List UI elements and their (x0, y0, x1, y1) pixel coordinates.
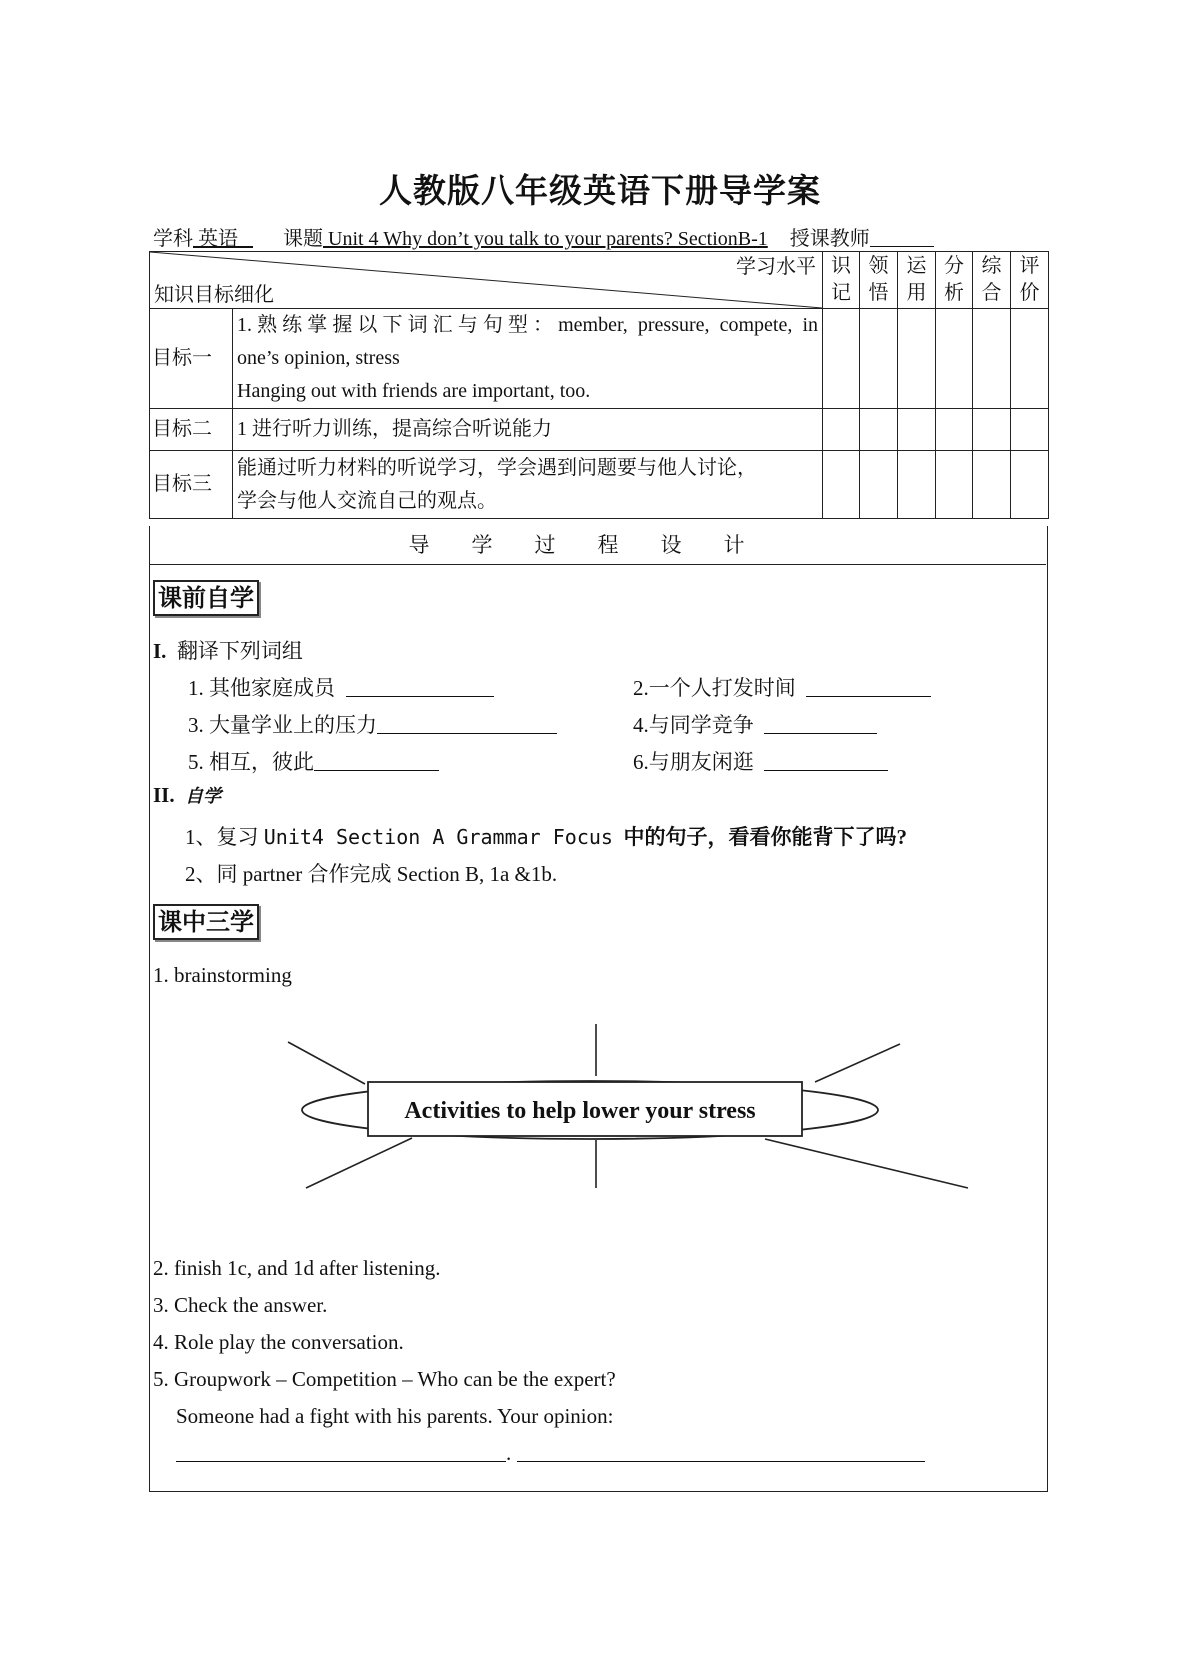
answer-blank[interactable] (377, 713, 557, 734)
brainstorm-mindmap (280, 1020, 980, 1195)
goals-header-diagonal (150, 252, 823, 309)
self-study-item-1: 1、复习 Unit4 Section A Grammar Focus 中的句子，看看你能背下了吗? (185, 825, 907, 849)
self-study-item-2: 2、同 partner 合作完成 Section B, 1a &1b. (185, 862, 558, 886)
goal-cell (898, 451, 936, 519)
step-4: 4. Role play the conversation. (153, 1330, 404, 1354)
phrase-item-3: 3. 大量学业上的压力 (188, 709, 557, 739)
answer-blank[interactable] (314, 750, 439, 771)
header-goal-label: 知识目标细化 (154, 284, 274, 306)
part2-title: II. 自学 (153, 783, 222, 807)
goals-table (149, 251, 1049, 519)
goal-row-label: 目标二 (150, 409, 233, 451)
phrase-item-4: 4.与同学竞争 (633, 709, 877, 739)
goal-cell (823, 451, 860, 519)
goal-row-label: 目标一 (150, 309, 233, 409)
goal-row-text: 能通过听力材料的听说学习，学会遇到问题要与他人讨论， 学会与他人交流自己的观点。 (233, 451, 823, 519)
answer-blank[interactable] (764, 713, 877, 734)
pre-class-heading: 课前自学 (153, 580, 259, 616)
goal-row-text: 1 进行听力训练，提高综合听说能力 (233, 409, 823, 451)
level-header-4: 综 合 (973, 252, 1011, 309)
spoke-line (815, 1044, 900, 1082)
mindmap-center-label: Activities to help lower your stress (404, 1098, 756, 1124)
level-header-0: 识 记 (823, 252, 860, 309)
goal-cell (936, 451, 973, 519)
spoke-line (306, 1138, 412, 1188)
answer-blank[interactable] (517, 1441, 925, 1462)
spoke-line (288, 1042, 365, 1084)
step-1: 1. brainstorming (153, 963, 292, 987)
goal-cell (973, 309, 1011, 409)
goal-cell (860, 409, 898, 451)
subject-label: 学科 (153, 228, 193, 250)
answer-blank[interactable] (806, 676, 931, 697)
teacher-blank (870, 228, 934, 247)
topic-label: 课题 (283, 228, 323, 250)
answer-blank[interactable] (176, 1441, 506, 1462)
goal-cell (898, 409, 936, 451)
level-header-3: 分 析 (936, 252, 973, 309)
goal-cell (1011, 309, 1049, 409)
opinion-answer-lines: . (176, 1441, 925, 1466)
phrase-item-6: 6.与朋友闲逛 (633, 746, 888, 776)
goal-cell (936, 309, 973, 409)
phrase-item-1: 1. 其他家庭成员 (188, 672, 494, 702)
topic-value: Unit 4 Why don’t you talk to your parents? SectionB-1 (328, 228, 768, 250)
level-header-1: 领 悟 (860, 252, 898, 309)
goal-cell (898, 309, 936, 409)
answer-blank[interactable] (764, 750, 888, 771)
goal-cell (823, 409, 860, 451)
process-header: 导学过程设计 (149, 526, 1046, 565)
step-3: 3. Check the answer. (153, 1293, 328, 1317)
level-header-5: 评 价 (1011, 252, 1049, 309)
answer-blank[interactable] (346, 676, 494, 697)
part1-title: I. 翻译下列词组 (153, 639, 303, 663)
goal-cell (1011, 451, 1049, 519)
opinion-prompt: Someone had a fight with his parents. Your opinion: (176, 1404, 614, 1428)
goal-cell (823, 309, 860, 409)
goal-cell (1011, 409, 1049, 451)
teacher-label: 授课教师 (789, 228, 870, 250)
level-header-2: 运 用 (898, 252, 936, 309)
goal-row-label: 目标三 (150, 451, 233, 519)
goal-cell (973, 409, 1011, 451)
subject-value: 英语 (198, 228, 238, 250)
step-2: 2. finish 1c, and 1d after listening. (153, 1256, 441, 1280)
goal-cell (860, 451, 898, 519)
goal-cell (936, 409, 973, 451)
goal-cell (973, 451, 1011, 519)
goal-cell (860, 309, 898, 409)
meta-line (153, 222, 934, 251)
goal-row-text: 1.熟练掌握以下词汇与句型：member, pressure, compete, in one’s opinion, stress Hanging out with friends are important, too. (233, 309, 823, 409)
spoke-line (765, 1139, 968, 1188)
phrase-item-5: 5. 相互，彼此 (188, 746, 439, 776)
phrase-item-2: 2.一个人打发时间 (633, 672, 931, 702)
header-level-label: 学习水平 (736, 256, 816, 278)
page-title: 人教版八年级英语下册导学案 (379, 171, 821, 210)
in-class-heading: 课中三学 (153, 904, 259, 940)
step-5: 5. Groupwork – Competition – Who can be the expert? (153, 1367, 616, 1391)
